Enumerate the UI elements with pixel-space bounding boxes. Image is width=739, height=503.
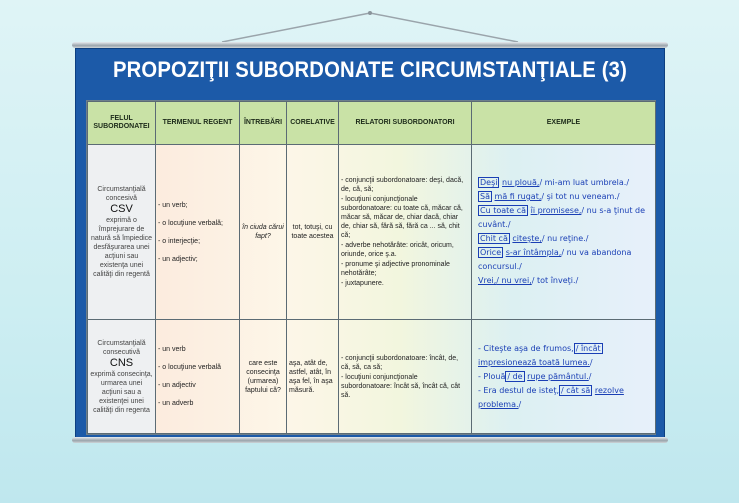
relator-item: - adverbe nehotărâte: oricât, oricum, oriunde, orice ş.a. <box>341 242 454 258</box>
header-corelative: CORELATIVE <box>287 102 339 145</box>
felul-bottom: exprimă o împrejurare de natură să împiedice desfăşurarea unei acţiuni sau existenţa unei calităţi din regentă <box>90 217 153 278</box>
relatori-cell <box>339 145 472 320</box>
exemple-cell <box>472 320 656 434</box>
relatori-cell <box>339 320 472 434</box>
felul-abbr: CSV <box>110 203 133 215</box>
example-sentence: - Era destul de isteţ, / cât să rezolve problema./ <box>478 385 624 409</box>
regent-cell <box>156 145 240 320</box>
regent-item: - o locuţiune verbală <box>158 364 222 371</box>
top-rod <box>72 42 668 48</box>
relator-item: - conjuncţii subordonatoare: încât, de, că, să, ca să; <box>341 354 459 371</box>
example-sentence: Să mă fi rugat,/ şi tot nu veneam./ <box>480 192 620 201</box>
example-sentence: Cu toate că îi promisese,/ nu s-a ţinut de cuvânt./ <box>478 206 646 229</box>
regent-item: - un verb <box>158 346 186 353</box>
felul-top: Circumstanţială consecutivă <box>97 339 146 356</box>
relator-item: - locuţiuni conjuncţionale subordonatoare: încât să, încât că, cât să. <box>341 373 461 399</box>
grammar-table <box>87 101 656 434</box>
example-sentence: Chit că citeşte,/ nu reţine./ <box>480 234 589 243</box>
poster-title: PROPOZIŢII SUBORDONATE CIRCUMSTANŢIALE (3) <box>112 57 628 82</box>
corelative-cell: tot, totuşi, cu toate acestea <box>287 145 339 320</box>
intrebari-cell: în ciuda cărui fapt? <box>240 145 287 320</box>
intrebari-cell: care este consecinţa (urmarea) faptului că? <box>240 320 287 434</box>
relator-item: - juxtapunere. <box>341 280 384 287</box>
table-row <box>88 320 656 434</box>
grammar-table-board <box>86 100 656 435</box>
header-relatori: RELATORI SUBORDONATORI <box>339 102 472 145</box>
corelative-cell: aşa, atât de, astfel, atât, în aşa fel, în aşa măsură. <box>287 320 339 434</box>
regent-cell <box>156 320 240 434</box>
example-sentence: Orice s-ar întâmpla,/ nu va abandona concursul./ <box>478 248 632 271</box>
example-sentence: Vrei,/ nu vrei,/ tot înveţi./ <box>478 276 579 285</box>
regent-item: - un adverb <box>158 400 194 407</box>
bottom-rod <box>72 437 668 443</box>
table-row <box>88 145 656 320</box>
regent-item: - o interjecţie; <box>158 237 201 245</box>
poster <box>76 49 664 438</box>
felul-bottom: exprimă consecinţa, urmarea unei acţiuni sau a existenţei unei calităţi din regenta <box>90 370 153 414</box>
regent-item: - un verb; <box>158 201 188 209</box>
example-sentence: - Plouă / de rupe pământul./ <box>478 371 592 381</box>
example-sentence: Deşi nu plouă,/ mi-am luat umbrela./ <box>480 178 630 187</box>
felul-top: Circumstanţială concesivă <box>97 186 146 202</box>
header-regent: TERMENUL REGENT <box>156 102 240 145</box>
exemple-cell <box>472 145 656 320</box>
header-row <box>88 102 656 145</box>
relator-item: - pronume şi adjective pronominale nehotărâte; <box>341 261 450 277</box>
relator-item: - conjuncţii subordonatoare: deşi, dacă, de, că, să; <box>341 177 464 193</box>
header-exemple: EXEMPLE <box>472 102 656 145</box>
felul-abbr: CNS <box>109 356 134 369</box>
regent-item: - o locuţiune verbală; <box>158 219 223 227</box>
regent-item: - un adjectiv <box>158 382 196 389</box>
regent-item: - un adjectiv; <box>158 255 198 263</box>
example-sentence: - Citeşte aşa de frumos, / încât impresionează toată lumea./ <box>478 343 601 367</box>
felul-cell <box>88 145 156 320</box>
relator-item: - locuţiuni conjuncţionale subordonatoare: cu toate că, măcar că, măcar să, măcar de, chiar dacă, chiar de, chiar să, fără să, fără ca ... să, chit că; <box>341 196 463 239</box>
header-felul: FELUL SUBORDONATEI <box>88 102 156 145</box>
header-intrebari: ÎNTREBĂRI <box>240 102 287 145</box>
felul-cell <box>88 320 156 434</box>
